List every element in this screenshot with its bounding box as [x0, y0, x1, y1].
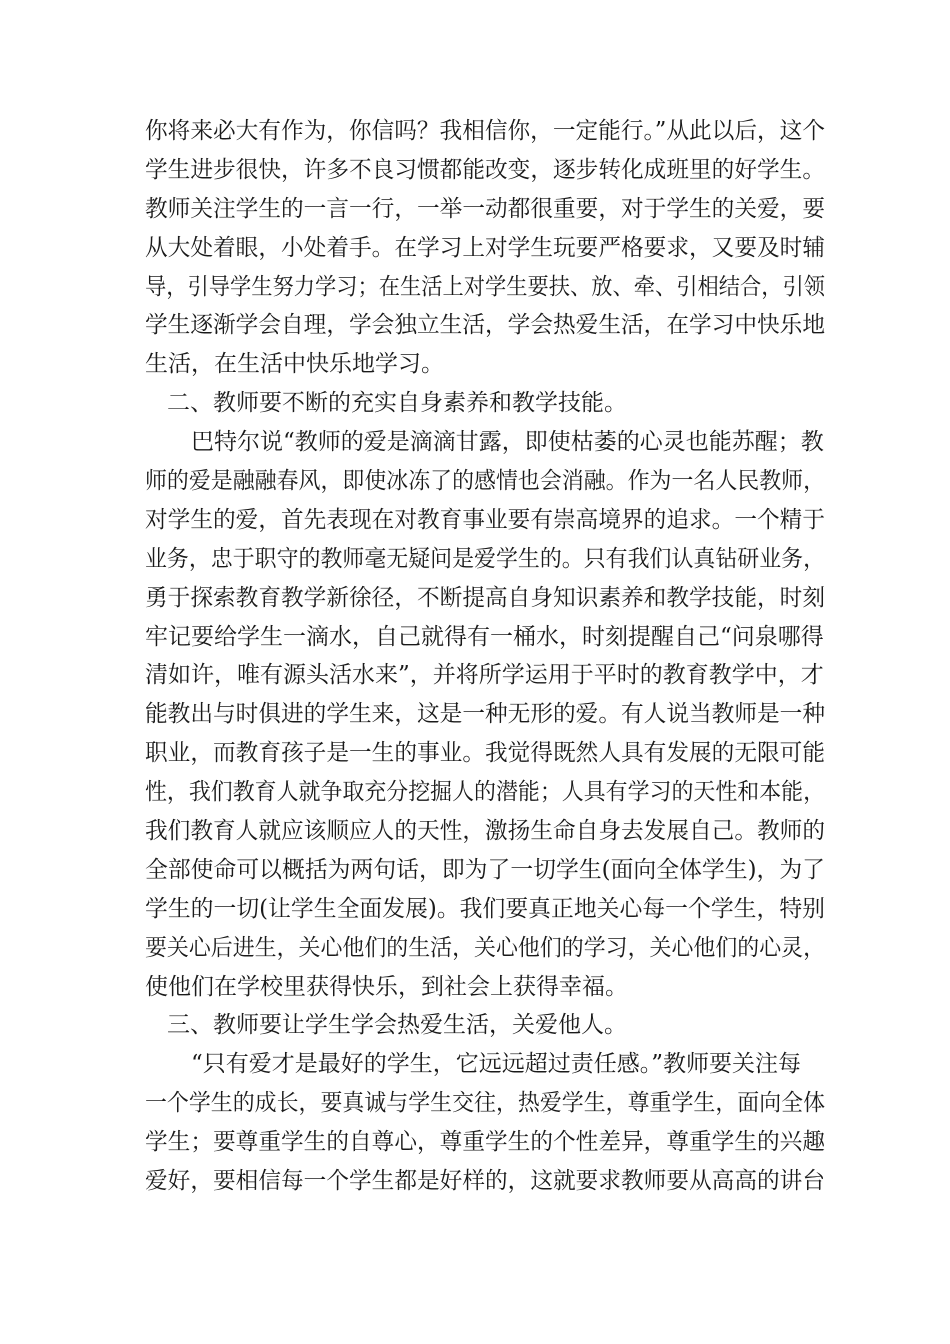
text-line: 勇于探索教育教学新徐径，不断提高自身知识素养和教学技能，时刻 [145, 584, 825, 611]
text-line: 生活，在生活中快乐地学习。 [145, 351, 444, 378]
text-line: 你将来必大有作为，你信吗？我相信你，一定能行。”从此以后，这个 [145, 118, 825, 144]
text-line: 学生；要尊重学生的自尊心，尊重学生的个性差异，尊重学生的兴趣 [145, 1129, 825, 1156]
text-line: “只有爱才是最好的学生，它远远超过责任感。”教师要关注每 [191, 1051, 802, 1078]
text-line: 业务，忠于职守的教师毫无疑问是爱学生的。只有我们认真钻研业务， [145, 545, 825, 572]
text-line: 爱好，要相信每一个学生都是好样的，这就要求教师要从高高的讲台 [145, 1168, 825, 1195]
text-line: 对学生的爱，首先表现在对教育事业要有崇高境界的追求。一个精于 [145, 506, 825, 533]
text-line: 教师关注学生的一言一行，一举一动都很重要，对于学生的关爱，要 [145, 195, 825, 222]
text-line: 巴特尔说“教师的爱是滴滴甘露，即使枯萎的心灵也能苏醒；教 [191, 429, 824, 456]
text-line: 学生进步很快，许多不良习惯都能改变，逐步转化成班里的好学生。 [145, 156, 825, 183]
text-line: 要关心后进生，关心他们的生活，关心他们的学习，关心他们的心灵， [145, 934, 825, 961]
text-line: 学生的一切(让学生全面发展)。我们要真正地关心每一个学生，特别 [145, 895, 825, 922]
body-text [145, 112, 825, 1201]
text-line: 导，引导学生努力学习；在生活上对学生要扶、放、牵、引相结合，引领 [145, 273, 825, 300]
text-line: 清如许，唯有源头活水来”，并将所学运用于平时的教育教学中，才 [145, 662, 824, 689]
text-line: 我们教育人就应该顺应人的天性，激扬生命自身去发展自己。教师的 [145, 818, 825, 845]
section-heading: 三、教师要让学生学会热爱生活，关爱他人。 [167, 1012, 627, 1039]
text-line: 职业，而教育孩子是一生的事业。我觉得既然人具有发展的无限可能 [145, 740, 825, 767]
text-line: 从大处着眼，小处着手。在学习上对学生玩要严格要求，又要及时辅 [145, 234, 825, 261]
text-line: 使他们在学校里获得快乐，到社会上获得幸福。 [145, 973, 628, 1000]
text-line: 牢记要给学生一滴水，自己就得有一桶水，时刻提醒自己“问泉哪得 [145, 623, 824, 650]
text-line: 师的爱是融融春风，即使冰冻了的感情也会消融。作为一名人民教师， [145, 468, 825, 495]
text-line: 学生逐渐学会自理，学会独立生活，学会热爱生活，在学习中快乐地 [145, 312, 825, 339]
text-line: 性，我们教育人就争取充分挖掘人的潜能；人具有学习的天性和本能， [145, 779, 825, 806]
text-line: 能教出与时俱进的学生来，这是一种无形的爱。有人说当教师是一种 [145, 701, 825, 728]
text-line: 全部使命可以概括为两句话，即为了一切学生(面向全体学生)，为了 [145, 856, 825, 883]
section-heading: 二、教师要不断的充实自身素养和教学技能。 [167, 390, 627, 417]
text-line: 一个学生的成长，要真诚与学生交往，热爱学生，尊重学生，面向全体 [145, 1090, 825, 1117]
